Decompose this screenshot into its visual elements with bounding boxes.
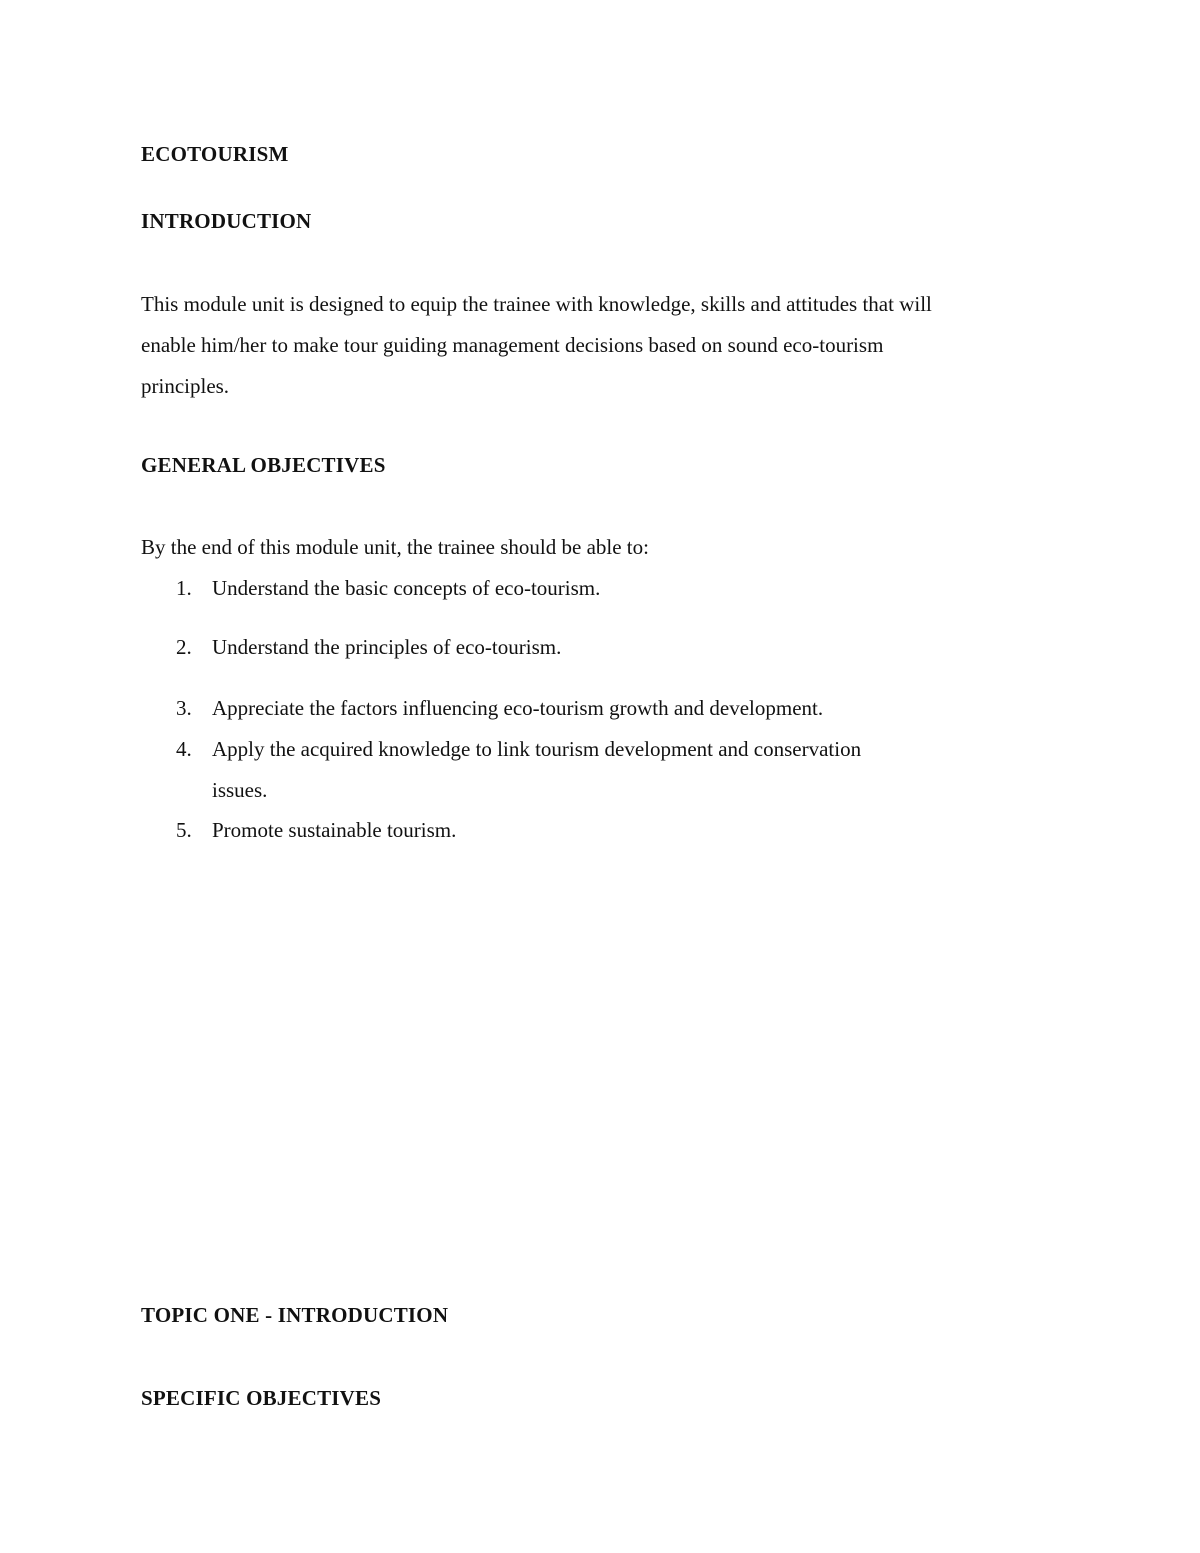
introduction-line: enable him/her to make tour guiding management decisions based on sound eco-tourism [141, 333, 884, 357]
document-title: ECOTOURISM [141, 142, 289, 166]
list-item [176, 568, 1076, 609]
list-text: Apply the acquired knowledge to link tourism development and conservation [212, 737, 862, 761]
list-number: 3. [176, 696, 192, 720]
list-item [176, 688, 1076, 729]
list-text: Understand the basic concepts of eco-tourism. [212, 576, 601, 600]
list-text: Understand the principles of eco-tourism. [212, 635, 562, 659]
list-number: 5. [176, 818, 192, 842]
list-number: 4. [176, 737, 192, 761]
topic-one-heading: TOPIC ONE - INTRODUCTION [141, 1303, 449, 1327]
list-item [176, 729, 1076, 811]
introduction-line: principles. [141, 374, 230, 398]
specific-objectives-heading: SPECIFIC OBJECTIVES [141, 1386, 382, 1410]
introduction-heading: INTRODUCTION [141, 209, 312, 233]
list-item [176, 810, 1076, 851]
list-number: 2. [176, 635, 192, 659]
introduction-paragraph [141, 284, 1071, 407]
list-text: Promote sustainable tourism. [212, 818, 457, 842]
introduction-line: This module unit is designed to equip the trainee with knowledge, skills and attitudes that will [141, 292, 932, 316]
list-text-continuation: issues. [212, 778, 268, 802]
general-objectives-heading: GENERAL OBJECTIVES [141, 453, 386, 477]
list-item [176, 627, 1076, 668]
list-number: 1. [176, 576, 192, 600]
objectives-lead: By the end of this module unit, the trainee should be able to: [141, 535, 649, 559]
list-text: Appreciate the factors influencing eco-tourism growth and development. [212, 696, 824, 720]
